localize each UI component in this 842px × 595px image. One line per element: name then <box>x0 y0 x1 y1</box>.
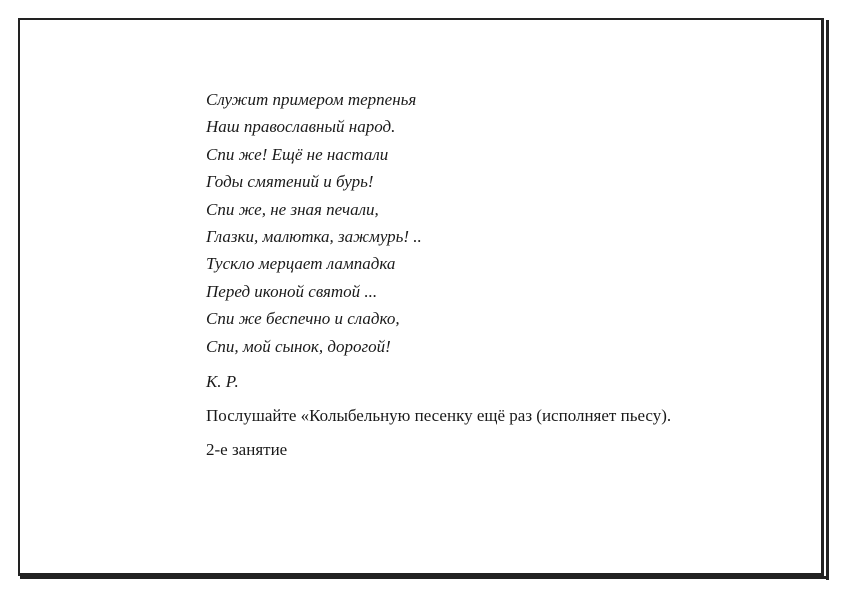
poem-line: Спи же, не зная печали, <box>206 199 379 219</box>
poem-line: Годы смятений и бурь! <box>206 172 374 192</box>
poem-line: Перед иконой святой ... <box>206 281 378 301</box>
poem <box>206 86 706 360</box>
section-heading: 2-е занятие <box>206 440 288 460</box>
poem-author: К. Р. <box>206 372 239 392</box>
instruction-paragraph: Послушайте «Колыбельную песенку ещё раз (исполняет пьесу). <box>206 406 672 426</box>
document-content <box>206 86 706 460</box>
page-border-shadow-bottom <box>20 576 829 579</box>
poem-line: Тускло мерцает лампадка <box>206 254 396 274</box>
poem-line: Служит примером терпенья <box>206 90 417 109</box>
poem-line: Спи же беспечно и сладко, <box>206 309 400 329</box>
poem-line: Спи, мой сынок, дорогой! <box>206 336 391 356</box>
poem-line: Наш православный народ. <box>206 117 396 137</box>
page-border-shadow-right <box>826 20 829 580</box>
poem-line: Глазки, малютка, зажмурь! .. <box>206 227 422 247</box>
poem-line: Спи же! Ещё не настали <box>206 144 389 164</box>
